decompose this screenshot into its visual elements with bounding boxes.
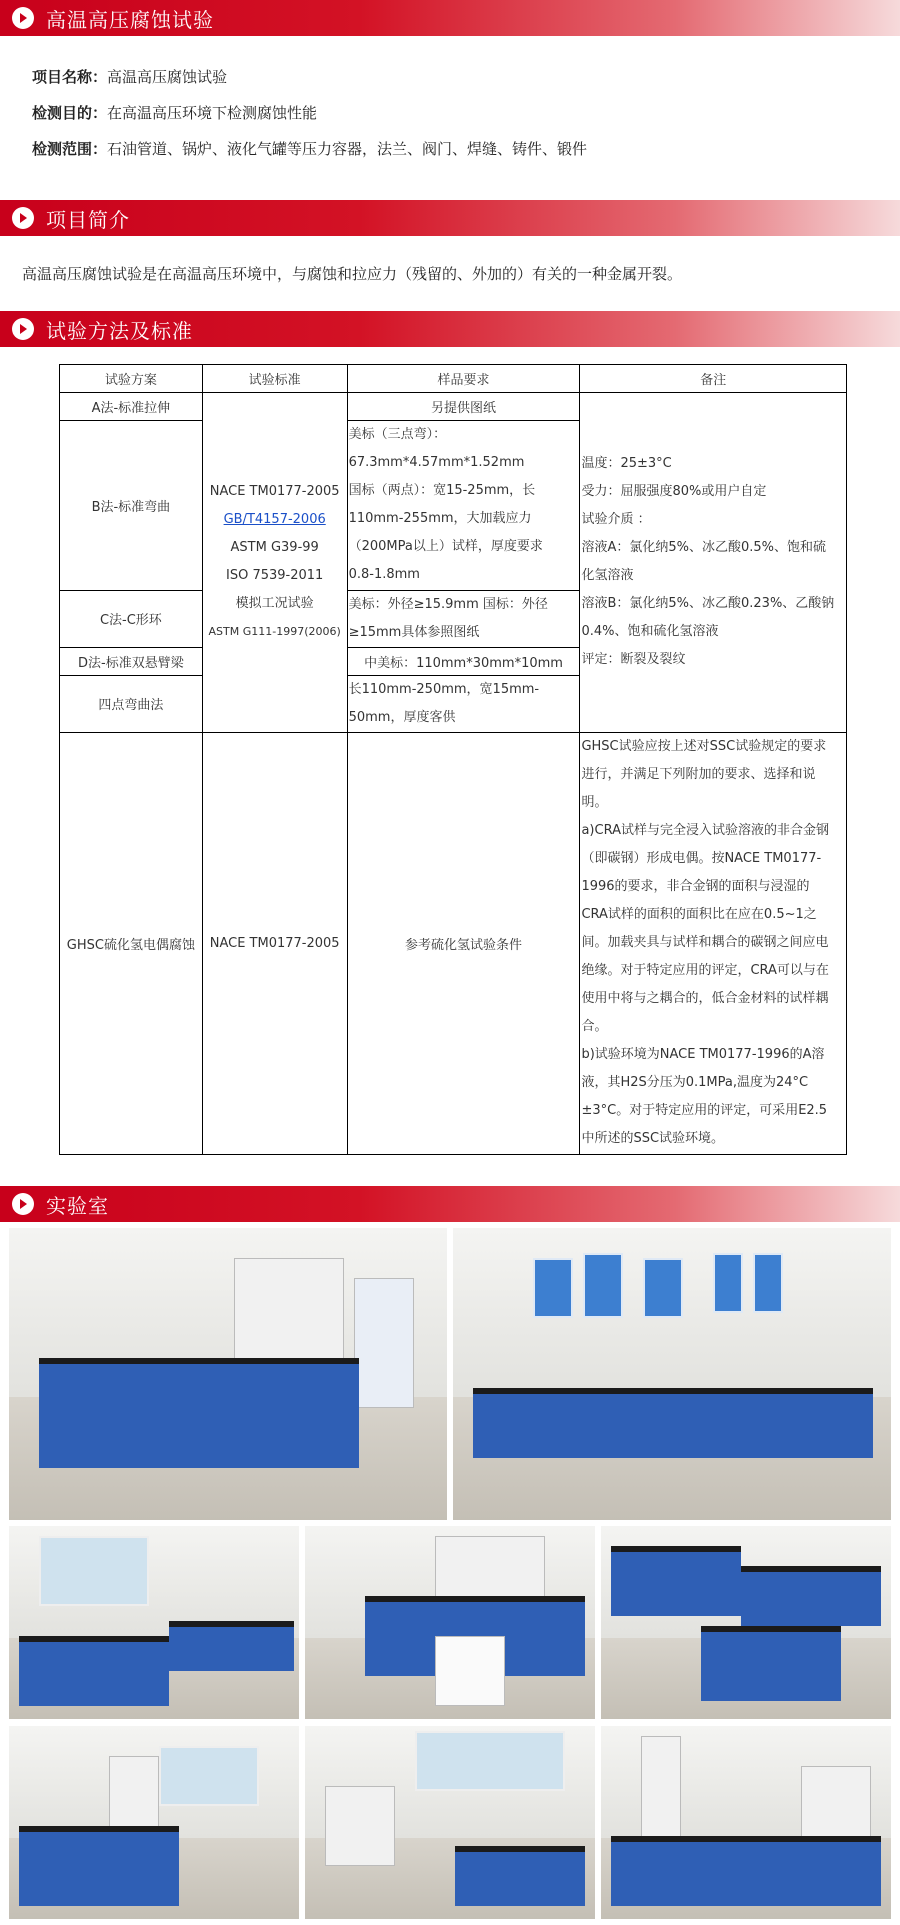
remark-line: 溶液B：氯化纳5%、冰乙酸0.23%、乙酸钠 xyxy=(581,596,835,612)
remark-line: 使用中将与之耦合的，低合金材料的试样耦 xyxy=(581,991,829,1007)
remark-line: 中所述的SSC试验环境。 xyxy=(581,1131,725,1147)
method-cell: C法-C形环 xyxy=(60,590,203,647)
remark-line: 溶液A：氯化纳5%、冰乙酸0.5%、饱和硫 xyxy=(581,540,826,556)
sample-cell: 中美标：110mm*30mm*10mm xyxy=(347,647,580,675)
sample-line: ≥15mm具体参照图纸 xyxy=(348,624,480,640)
lab-photo xyxy=(305,1526,595,1719)
remark-line: 间。加载夹具与试样和耦合的碳钢之间应电 xyxy=(581,935,829,951)
sample-line: 110mm-255mm，大加载应力 xyxy=(348,511,532,527)
methods-table xyxy=(59,364,847,1155)
scope-label: 检测范围： xyxy=(32,140,108,158)
remark-line: 温度：25±3°C xyxy=(581,456,672,472)
table-header-row xyxy=(60,365,847,393)
lab-photo xyxy=(601,1726,891,1919)
section-title: 项目简介 xyxy=(46,207,130,232)
intro-text: 高温高压腐蚀试验是在高温高压环境中，与腐蚀和拉应力（残留的、外加的）有关的一种金属开裂。 xyxy=(22,265,683,283)
table-header: 备注 xyxy=(580,365,847,393)
purpose-row xyxy=(32,103,317,123)
standard-item: NACE TM0177-2005 xyxy=(209,484,340,500)
lab-photo xyxy=(9,1526,299,1719)
project-name-row xyxy=(32,67,227,87)
sample-line: 国标（两点）：宽15-25mm，长 xyxy=(348,483,536,499)
lab-photo xyxy=(9,1228,447,1520)
standard-item: 模拟工况试验 xyxy=(235,596,314,612)
remark-line: 进行，并满足下列附加的要求、选择和说 xyxy=(581,767,816,783)
table-row xyxy=(60,732,847,1154)
standard-item: ISO 7539-2011 xyxy=(226,568,324,584)
sample-line: 0.8-1.8mm xyxy=(348,567,420,583)
standard-link[interactable]: GB/T4157-2006 xyxy=(223,512,326,528)
section-header-intro xyxy=(0,200,900,236)
purpose-value: 在高温高压环境下检测腐蚀性能 xyxy=(107,104,318,122)
remark-line: ±3°C。对于特定应用的评定，可采用E2.5 xyxy=(581,1103,828,1119)
remarks-cell xyxy=(580,732,847,1154)
play-circle-icon xyxy=(12,1193,34,1215)
remark-line: 液，其H2S分压为0.1MPa,温度为24°C xyxy=(581,1075,809,1091)
section-title: 高温高压腐蚀试验 xyxy=(46,7,214,32)
remark-line: 1996的要求，非合金钢的面积与浸湿的 xyxy=(581,879,810,895)
sample-cell: 另提供图纸 xyxy=(347,393,580,421)
section-title: 实验室 xyxy=(46,1193,109,1218)
remark-line: 评定：断裂及裂纹 xyxy=(581,652,686,668)
remark-line: 合。 xyxy=(581,1019,608,1035)
lab-photo xyxy=(305,1726,595,1919)
remark-line: （即碳钢）形成电偶。按NACE TM0177- xyxy=(581,851,822,867)
scope-value: 石油管道、锅炉、液化气罐等压力容器，法兰、阀门、焊缝、铸件、锻件 xyxy=(107,140,588,158)
sample-line: （200MPa以上）试样，厚度要求 xyxy=(348,539,543,555)
scope-row xyxy=(32,139,587,159)
method-cell: GHSC硫化氢电偶腐蚀 xyxy=(60,732,203,1154)
method-cell: 四点弯曲法 xyxy=(60,675,203,732)
sample-cell xyxy=(347,590,580,647)
standards-cell xyxy=(202,393,347,733)
remark-line: CRA试样的面积的面积比在应在0.5~1之 xyxy=(581,907,817,923)
section-header-title xyxy=(0,0,900,36)
remark-line: a)CRA试样与完全浸入试验溶液的非合金钢 xyxy=(581,823,829,839)
remark-line: b)试验环境为NACE TM0177-1996的A溶 xyxy=(581,1047,825,1063)
section-header-methods xyxy=(0,311,900,347)
remarks-cell xyxy=(580,393,847,733)
play-circle-icon xyxy=(12,207,34,229)
sample-line: 长110mm-250mm，宽15mm- xyxy=(348,681,540,697)
lab-photo xyxy=(601,1526,891,1719)
remark-line: 绝缘。对于特定应用的评定，CRA可以与在 xyxy=(581,963,829,979)
lab-photo xyxy=(453,1228,891,1520)
sample-cell: 参考硫化氢试验条件 xyxy=(347,732,580,1154)
sample-line: 美标：外径≥15.9mm 国标：外径 xyxy=(348,596,548,612)
remark-line: 明。 xyxy=(581,795,608,811)
section-title: 试验方法及标准 xyxy=(46,318,193,343)
standard-item: ASTM G39-99 xyxy=(230,540,319,556)
purpose-label: 检测目的： xyxy=(32,104,108,122)
sample-line: 美标（三点弯）： xyxy=(348,427,447,443)
sample-cell xyxy=(347,675,580,732)
sample-line: 50mm，厚度客供 xyxy=(348,709,456,725)
lab-photo xyxy=(9,1726,299,1919)
table-row xyxy=(60,393,847,421)
remark-line: GHSC试验应按上述对SSC试验规定的要求 xyxy=(581,739,827,755)
project-name-value: 高温高压腐蚀试验 xyxy=(107,68,228,86)
standard-item: ASTM G111-1997(2006) xyxy=(208,625,341,639)
method-cell: A法-标准拉伸 xyxy=(60,393,203,421)
remark-line: 试验介质 ： xyxy=(581,512,651,528)
play-circle-icon xyxy=(12,7,34,29)
section-header-lab xyxy=(0,1186,900,1222)
table-header: 样品要求 xyxy=(347,365,580,393)
standard-cell: NACE TM0177-2005 xyxy=(202,732,347,1154)
method-cell: B法-标准弯曲 xyxy=(60,421,203,590)
table-header: 试验标准 xyxy=(202,365,347,393)
remark-line: 0.4%、饱和硫化氢溶液 xyxy=(581,624,719,640)
remark-line: 受力：屈服强度80%或用户自定 xyxy=(581,484,767,500)
table-header: 试验方案 xyxy=(60,365,203,393)
play-circle-icon xyxy=(12,318,34,340)
remark-line: 化氢溶液 xyxy=(581,568,634,584)
sample-line: 67.3mm*4.57mm*1.52mm xyxy=(348,455,525,471)
project-name-label: 项目名称： xyxy=(32,68,108,86)
method-cell: D法-标准双悬臂梁 xyxy=(60,647,203,675)
sample-cell xyxy=(347,421,580,590)
